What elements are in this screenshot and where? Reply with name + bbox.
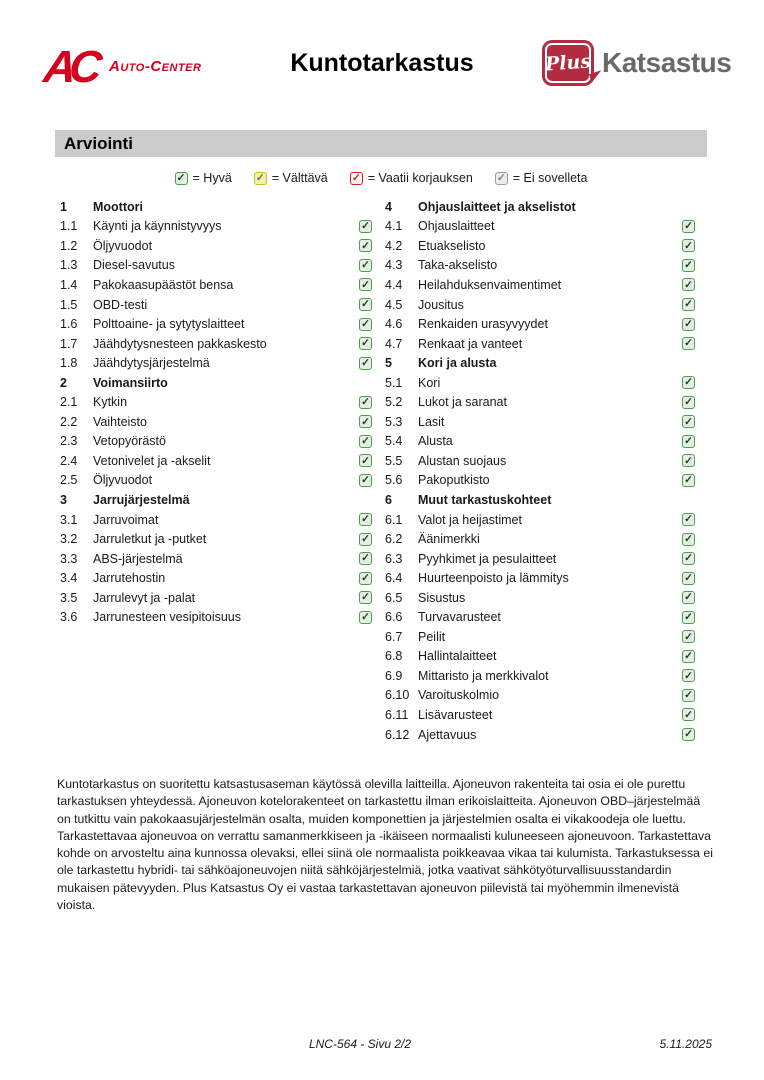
status-checkbox-good bbox=[682, 415, 695, 428]
checklist-item-row bbox=[60, 236, 372, 256]
status-checkbox-good bbox=[359, 357, 372, 370]
item-number: 2.3 bbox=[60, 434, 78, 449]
item-label: Vaihteisto bbox=[93, 414, 147, 429]
item-label: Moottori bbox=[93, 199, 143, 214]
legend-item-na bbox=[495, 171, 588, 185]
item-number: 5.2 bbox=[385, 395, 403, 410]
checklist-section-row bbox=[385, 197, 695, 217]
status-checkbox-good bbox=[175, 172, 188, 185]
item-number: 4.5 bbox=[385, 297, 403, 312]
check-icon: ✓ bbox=[361, 591, 370, 604]
item-number: 5.3 bbox=[385, 414, 403, 429]
check-icon: ✓ bbox=[684, 611, 693, 623]
status-checkbox-good bbox=[682, 552, 695, 565]
item-label: Muut tarkastuskohteet bbox=[418, 492, 552, 507]
legend-label: = Välttävä bbox=[271, 171, 328, 185]
check-icon: ✓ bbox=[684, 591, 693, 604]
check-icon: ✓ bbox=[361, 259, 370, 272]
item-label: Taka-akselisto bbox=[418, 258, 498, 273]
item-label: Kori bbox=[418, 375, 441, 390]
status-checkbox-good bbox=[682, 474, 695, 487]
item-number: 2.2 bbox=[60, 414, 78, 429]
item-number: 6 bbox=[385, 492, 392, 507]
checklist-section-row bbox=[60, 490, 372, 510]
check-icon: ✓ bbox=[684, 298, 693, 311]
item-number: 1.5 bbox=[60, 297, 78, 312]
item-number: 6.2 bbox=[385, 532, 403, 547]
item-number: 4.3 bbox=[385, 258, 403, 273]
check-icon: ✓ bbox=[496, 171, 506, 184]
status-checkbox-good bbox=[682, 337, 695, 350]
item-label: Jäähdytysnesteen pakkaskesto bbox=[93, 336, 267, 351]
item-number: 4.6 bbox=[385, 317, 403, 332]
checklist-item-row bbox=[385, 568, 695, 588]
checklist-item-row bbox=[60, 471, 372, 491]
item-label: Renkaiden urasyvyydet bbox=[418, 317, 548, 332]
item-number: 2.1 bbox=[60, 395, 78, 410]
checklist-item-row bbox=[60, 256, 372, 276]
item-number: 3 bbox=[60, 492, 67, 507]
item-label: Pyyhkimet ja pesulaitteet bbox=[418, 551, 557, 566]
check-icon: ✓ bbox=[684, 708, 693, 721]
item-number: 3.6 bbox=[60, 610, 78, 625]
check-icon: ✓ bbox=[684, 532, 693, 545]
item-label: Jarrulevyt ja -palat bbox=[93, 590, 196, 605]
checklist-item-row bbox=[385, 549, 695, 569]
status-legend bbox=[55, 169, 707, 187]
item-number: 5.6 bbox=[385, 473, 403, 488]
checklist-item-row bbox=[385, 627, 695, 647]
item-number: 2.5 bbox=[60, 473, 78, 488]
check-icon: ✓ bbox=[361, 415, 370, 428]
status-checkbox-good bbox=[359, 318, 372, 331]
status-checkbox-good bbox=[682, 239, 695, 252]
item-label: Kytkin bbox=[93, 395, 128, 410]
status-checkbox-good bbox=[682, 435, 695, 448]
check-icon: ✓ bbox=[361, 356, 370, 369]
item-label: Öljyvuodot bbox=[93, 473, 153, 488]
item-label: Alusta bbox=[418, 434, 453, 449]
item-label: Mittaristo ja merkkivalot bbox=[418, 668, 549, 683]
check-icon: ✓ bbox=[361, 571, 370, 584]
check-icon: ✓ bbox=[684, 376, 693, 389]
item-number: 4.2 bbox=[385, 238, 403, 253]
item-number: 2 bbox=[60, 375, 67, 390]
status-checkbox-good bbox=[359, 278, 372, 291]
item-label: Vetonivelet ja -akselit bbox=[93, 453, 211, 468]
item-number: 1.3 bbox=[60, 258, 78, 273]
item-number: 1 bbox=[60, 199, 67, 214]
item-label: Jarruletkut ja -putket bbox=[93, 532, 207, 547]
check-icon: ✓ bbox=[684, 689, 693, 702]
checklist-item-row bbox=[60, 529, 372, 549]
item-number: 4.4 bbox=[385, 277, 403, 292]
item-label: Öljyvuodot bbox=[93, 238, 153, 253]
legend-label: = Vaatii korjauksen bbox=[367, 171, 473, 185]
item-number: 3.1 bbox=[60, 512, 78, 527]
status-checkbox-good bbox=[359, 220, 372, 233]
item-number: 6.3 bbox=[385, 551, 403, 566]
check-icon: ✓ bbox=[684, 337, 693, 350]
item-label: Jousitus bbox=[418, 297, 464, 312]
check-icon: ✓ bbox=[684, 454, 693, 467]
check-icon: ✓ bbox=[361, 239, 370, 252]
item-number: 1.7 bbox=[60, 336, 78, 351]
item-number: 4.1 bbox=[385, 219, 403, 234]
status-checkbox-good bbox=[682, 611, 695, 624]
checklist-item-row bbox=[385, 275, 695, 295]
item-number: 5 bbox=[385, 356, 392, 371]
item-label: Jarrujärjestelmä bbox=[93, 492, 190, 507]
item-number: 6.7 bbox=[385, 629, 403, 644]
check-icon: ✓ bbox=[361, 611, 370, 623]
checklist-item-row bbox=[385, 373, 695, 393]
check-icon: ✓ bbox=[684, 395, 693, 408]
item-label: Ohjauslaitteet ja akselistot bbox=[418, 199, 576, 214]
checklist-item-row bbox=[60, 334, 372, 354]
check-icon: ✓ bbox=[351, 171, 361, 184]
checklist-item-row bbox=[60, 432, 372, 452]
checklist-item-row bbox=[60, 295, 372, 315]
check-icon: ✓ bbox=[684, 239, 693, 252]
check-icon: ✓ bbox=[361, 278, 370, 291]
item-label: Alustan suojaus bbox=[418, 453, 507, 468]
item-label: Valot ja heijastimet bbox=[418, 512, 522, 527]
item-number: 6.1 bbox=[385, 512, 403, 527]
status-checkbox-good bbox=[359, 454, 372, 467]
item-label: Turvavarusteet bbox=[418, 610, 501, 625]
katsastus-logo-text: Katsastus bbox=[602, 47, 732, 78]
item-label: ABS-järjestelmä bbox=[93, 551, 183, 566]
status-checkbox-good bbox=[359, 611, 372, 624]
checklist-section-row bbox=[385, 490, 695, 510]
item-label: Renkaat ja vanteet bbox=[418, 336, 523, 351]
check-icon: ✓ bbox=[361, 395, 370, 408]
status-checkbox-good bbox=[682, 220, 695, 233]
item-number: 3.4 bbox=[60, 571, 78, 586]
status-checkbox-good bbox=[682, 454, 695, 467]
check-icon: ✓ bbox=[255, 171, 265, 184]
item-number: 1.2 bbox=[60, 238, 78, 253]
item-label: Jäähdytysjärjestelmä bbox=[93, 356, 210, 371]
check-icon: ✓ bbox=[361, 532, 370, 545]
checklist-item-row bbox=[385, 705, 695, 725]
checklist-item-row bbox=[385, 686, 695, 706]
checklist-item-row bbox=[60, 412, 372, 432]
item-number: 2.4 bbox=[60, 453, 78, 468]
legend-item-good bbox=[175, 171, 232, 185]
checklist-column-left bbox=[60, 197, 372, 627]
check-icon: ✓ bbox=[684, 650, 693, 663]
legend-label: = Hyvä bbox=[192, 171, 232, 185]
status-checkbox-good bbox=[682, 318, 695, 331]
item-label: Jarrunesteen vesipitoisuus bbox=[93, 610, 241, 625]
status-checkbox-good bbox=[682, 278, 695, 291]
checklist-item-row bbox=[60, 314, 372, 334]
item-number: 6.12 bbox=[385, 727, 410, 742]
check-icon: ✓ bbox=[684, 220, 693, 233]
section-header-bar bbox=[55, 130, 707, 157]
check-icon: ✓ bbox=[176, 171, 186, 184]
checklist-item-row bbox=[60, 217, 372, 237]
item-label: Pakoputkisto bbox=[418, 473, 490, 488]
checklist-item-row bbox=[60, 568, 372, 588]
checklist-item-row bbox=[385, 217, 695, 237]
item-number: 3.5 bbox=[60, 590, 78, 605]
check-icon: ✓ bbox=[361, 220, 370, 233]
item-label: Heilahduksenvaimentimet bbox=[418, 277, 562, 292]
item-number: 6.4 bbox=[385, 571, 403, 586]
check-icon: ✓ bbox=[684, 630, 693, 643]
item-label: Jarruvoimat bbox=[93, 512, 159, 527]
item-label: Pakokaasupäästöt bensa bbox=[93, 277, 234, 292]
check-icon: ✓ bbox=[361, 454, 370, 467]
check-icon: ✓ bbox=[684, 669, 693, 682]
item-number: 6.6 bbox=[385, 610, 403, 625]
status-checkbox-good bbox=[682, 376, 695, 389]
status-checkbox-good bbox=[682, 728, 695, 741]
item-label: Varoituskolmio bbox=[418, 688, 500, 703]
item-number: 6.10 bbox=[385, 688, 410, 703]
item-number: 1.1 bbox=[60, 219, 78, 234]
item-number: 6.11 bbox=[385, 707, 409, 722]
check-icon: ✓ bbox=[684, 317, 693, 330]
check-icon: ✓ bbox=[684, 552, 693, 565]
check-icon: ✓ bbox=[361, 435, 370, 448]
item-label: Kori ja alusta bbox=[418, 356, 497, 371]
checklist-item-row bbox=[60, 607, 372, 627]
checklist-item-row bbox=[385, 314, 695, 334]
checklist-item-row bbox=[385, 725, 695, 745]
status-checkbox-good bbox=[359, 259, 372, 272]
checklist-item-row bbox=[385, 256, 695, 276]
checklist-section-row bbox=[60, 197, 372, 217]
status-checkbox-good bbox=[359, 591, 372, 604]
item-number: 5.1 bbox=[385, 375, 403, 390]
check-icon: ✓ bbox=[684, 259, 693, 272]
check-icon: ✓ bbox=[684, 435, 693, 448]
page-title: Kuntotarkastus bbox=[290, 49, 474, 77]
item-label: Ajettavuus bbox=[418, 727, 477, 742]
status-checkbox-good bbox=[682, 650, 695, 663]
status-checkbox-good bbox=[359, 533, 372, 546]
checklist-item-row bbox=[60, 392, 372, 412]
status-checkbox-good bbox=[682, 591, 695, 604]
status-checkbox-good bbox=[682, 533, 695, 546]
auto-center-logo-text: Auto-Center bbox=[109, 58, 202, 75]
checklist-item-row bbox=[60, 510, 372, 530]
checklist-item-row bbox=[385, 451, 695, 471]
status-checkbox-good bbox=[359, 239, 372, 252]
ac-monogram: AC bbox=[41, 41, 98, 92]
item-number: 6.8 bbox=[385, 649, 403, 664]
item-label: Peilit bbox=[418, 629, 446, 644]
status-checkbox-good bbox=[682, 630, 695, 643]
plus-logo-text: Plus bbox=[544, 50, 592, 76]
plus-katsastus-logo bbox=[542, 40, 731, 86]
check-icon: ✓ bbox=[361, 513, 370, 526]
check-icon: ✓ bbox=[684, 415, 693, 428]
status-checkbox-good bbox=[359, 474, 372, 487]
status-checkbox-good bbox=[682, 298, 695, 311]
checklist-item-row bbox=[385, 471, 695, 491]
status-checkbox-good bbox=[359, 435, 372, 448]
checklist-item-row bbox=[385, 236, 695, 256]
item-label: Lasit bbox=[418, 414, 445, 429]
legend-item-fair bbox=[254, 171, 328, 185]
check-icon: ✓ bbox=[361, 474, 370, 487]
item-label: Voimansiirto bbox=[93, 375, 168, 390]
check-icon: ✓ bbox=[684, 728, 693, 741]
item-number: 1.6 bbox=[60, 317, 78, 332]
checklist-item-row bbox=[385, 529, 695, 549]
item-number: 5.5 bbox=[385, 453, 403, 468]
checklist-item-row bbox=[385, 647, 695, 667]
item-number: 6.9 bbox=[385, 668, 403, 683]
item-number: 1.8 bbox=[60, 356, 78, 371]
checklist-section-row bbox=[60, 373, 372, 393]
item-number: 5.4 bbox=[385, 434, 403, 449]
status-checkbox-good bbox=[682, 669, 695, 682]
check-icon: ✓ bbox=[684, 571, 693, 584]
checklist-section-row bbox=[385, 353, 695, 373]
check-icon: ✓ bbox=[684, 278, 693, 291]
status-checkbox-good bbox=[359, 298, 372, 311]
item-number: 4 bbox=[385, 199, 392, 214]
checklist-item-row bbox=[385, 295, 695, 315]
status-checkbox-good bbox=[359, 572, 372, 585]
checklist-item-row bbox=[385, 510, 695, 530]
check-icon: ✓ bbox=[361, 298, 370, 311]
item-label: Jarrutehostin bbox=[93, 571, 166, 586]
check-icon: ✓ bbox=[684, 513, 693, 526]
checklist-item-row bbox=[385, 588, 695, 608]
checklist-item-row bbox=[60, 451, 372, 471]
legend-label: = Ei sovelleta bbox=[512, 171, 588, 185]
status-checkbox-good bbox=[359, 415, 372, 428]
section-title: Arviointi bbox=[64, 134, 133, 153]
checklist-item-row bbox=[385, 666, 695, 686]
checklist-item-row bbox=[60, 353, 372, 373]
report-date: 5.11.2025 bbox=[659, 1037, 712, 1051]
item-number: 3.2 bbox=[60, 532, 78, 547]
status-checkbox-fair bbox=[254, 172, 267, 185]
checklist-item-row bbox=[60, 588, 372, 608]
status-checkbox-good bbox=[682, 689, 695, 702]
status-checkbox-good bbox=[359, 513, 372, 526]
item-label: Hallintalaitteet bbox=[418, 649, 497, 664]
item-label: Käynti ja käynnistyvyys bbox=[93, 219, 222, 234]
item-label: Lisävarusteet bbox=[418, 707, 493, 722]
item-label: Lukot ja saranat bbox=[418, 395, 507, 410]
item-number: 3.3 bbox=[60, 551, 78, 566]
item-label: Äänimerkki bbox=[418, 532, 480, 547]
checklist-item-row bbox=[385, 412, 695, 432]
status-checkbox-repair bbox=[350, 172, 363, 185]
disclaimer-text: Kuntotarkastus on suoritettu katsastusaseman käytössä olevilla laitteilla. Ajoneuvon rakenteita tai osia ei ole purettu tarkastuksen yhteydessä. Ajoneuvon kotelorakenteet on tarkastettu ilman erikoislaitteita. Ajoneuvon OBD–järjestelmää on tutkittu vain pakokaasujärjestelmän osalta, muiden komponettien ja järjestelmien osalta ei vikakoodeja ole luettu. Tarkastettavaa ajoneuvoa on verrattu samanmerkkiseen ja -ikäiseen normaalisti kuluneeseen ajoneuvoon. Tarkastettava kohde on arvosteltu aina kunnossa olevaksi, ellei siinä ole normaalista poikkeavaa vikaa tai kulumista. Tarkastuksessa ei ole tarkastettu hybridi- tai sähköajoneuvojen niitä sähköjärjestelmiä, jotka vaativat sähkötyöturvallisuusstandardin mukaisen pätevyyden. Plus Katsastus Oy ei vastaa tarkastettavan ajoneuvon piilevistä tai myöhemmin ilmenevistä vioista. bbox=[57, 777, 713, 913]
page-number: LNC-564 - Sivu 2/2 bbox=[308, 1037, 412, 1051]
check-icon: ✓ bbox=[684, 474, 693, 487]
plus-logo-badge bbox=[542, 40, 594, 86]
legend-item-repair bbox=[350, 171, 473, 185]
item-label: Sisustus bbox=[418, 590, 466, 605]
item-label: Ohjauslaitteet bbox=[418, 219, 495, 234]
checklist-item-row bbox=[60, 549, 372, 569]
check-icon: ✓ bbox=[361, 337, 370, 350]
checklist-item-row bbox=[60, 275, 372, 295]
item-number: 6.5 bbox=[385, 590, 403, 605]
item-number: 4.7 bbox=[385, 336, 403, 351]
status-checkbox-good bbox=[359, 552, 372, 565]
status-checkbox-good bbox=[682, 259, 695, 272]
status-checkbox-good bbox=[682, 708, 695, 721]
item-label: Vetopyörästö bbox=[93, 434, 166, 449]
checklist-column-right bbox=[385, 197, 695, 744]
status-checkbox-good bbox=[682, 396, 695, 409]
checklist-item-row bbox=[385, 392, 695, 412]
status-checkbox-good bbox=[359, 396, 372, 409]
checklist-item-row bbox=[385, 432, 695, 452]
status-checkbox-good bbox=[682, 572, 695, 585]
item-label: Diesel-savutus bbox=[93, 258, 175, 273]
item-label: Huurteenpoisto ja lämmitys bbox=[418, 571, 569, 586]
item-label: Polttoaine- ja sytytyslaitteet bbox=[93, 317, 245, 332]
checklist-item-row bbox=[385, 607, 695, 627]
item-label: OBD-testi bbox=[93, 297, 148, 312]
check-icon: ✓ bbox=[361, 317, 370, 330]
item-number: 1.4 bbox=[60, 277, 78, 292]
status-checkbox-good bbox=[682, 513, 695, 526]
checklist-item-row bbox=[385, 334, 695, 354]
check-icon: ✓ bbox=[361, 552, 370, 565]
status-checkbox-na bbox=[495, 172, 508, 185]
item-label: Etuakselisto bbox=[418, 238, 486, 253]
status-checkbox-good bbox=[359, 337, 372, 350]
